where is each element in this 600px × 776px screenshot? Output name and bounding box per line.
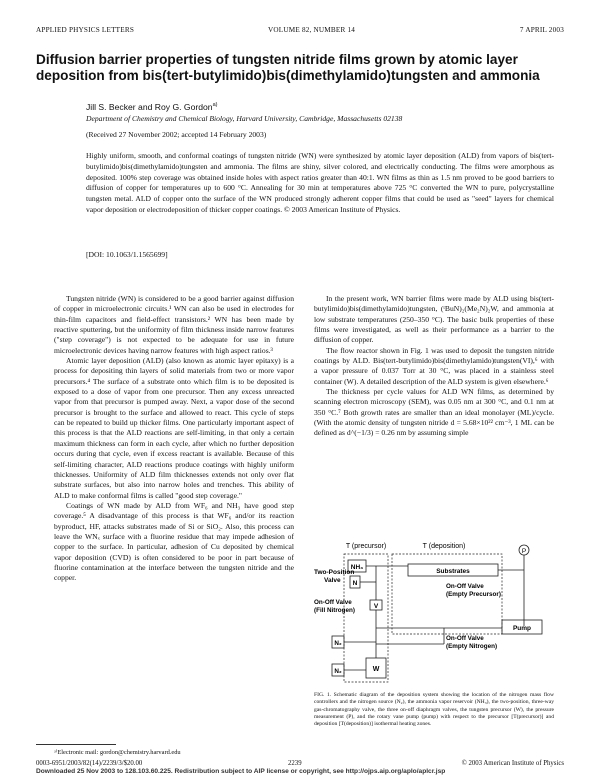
received-dates: (Received 27 November 2002; accepted 14 February 2003) bbox=[86, 130, 267, 139]
doi-link[interactable]: [DOI: 10.1063/1.1565699] bbox=[86, 250, 168, 259]
issue-date: 7 APRIL 2003 bbox=[519, 26, 564, 34]
article-code: 0003-6951/2003/82(14)/2239/3/$20.00 bbox=[36, 760, 143, 767]
onoff-valve-empty-precursor-label: On-Off Valve bbox=[446, 583, 484, 590]
paragraph: Tungsten nitride (WN) is considered to be a good barrier against diffusion of copper in microelectronic circuits.¹ WN can also be used in electrodes for thin-film capacitors and field-effect transistors.² WN has been made by reactive sputtering, but the uniformity of film thickness inside narrow features ("step coverage") is not expected to be adequate for use in future microelectronic devices having narrow features with high aspect ratios.³ bbox=[54, 294, 294, 355]
nh3-label: NH₃ bbox=[350, 564, 364, 571]
page-number: 2239 bbox=[288, 760, 302, 767]
affiliation: Department of Chemistry and Chemical Biology, Harvard University, Cambridge, Massachusetts 02138 bbox=[86, 114, 403, 123]
abstract: Highly uniform, smooth, and conformal coatings of tungsten nitride (WN) were synthesized by atomic layer deposition (ALD) from vapors of bis(tert-butylimido)bis(dimethylamido)tungsten and ammonia. The films are shiny, silver colored, and electrically conducting. The films were amorphous as deposited. 100% step coverage was obtained inside holes with aspect ratios greater than 40:1. WN films as thin as 1.5 nm proved to be good barriers to diffusion of copper for temperatures up to 600 °C. Annealing for 30 min at temperatures above 725 °C converted the WN to pure, polycrystalline tungsten metal. ALD of copper onto the surface of the WN produced strongly adherent copper films that could be used as "seed" layers for chemical vapor deposition or electrodeposition of thicker copper coatings. © 2003 American Institute of Physics. bbox=[86, 151, 554, 214]
journal-name: APPLIED PHYSICS LETTERS bbox=[36, 26, 135, 34]
author-footnote-mark: a) bbox=[212, 102, 218, 109]
figure-1-schematic bbox=[314, 540, 558, 688]
copyright: © 2003 American Institute of Physics bbox=[461, 760, 564, 767]
author-names: Jill S. Becker and Roy G. Gordon bbox=[86, 102, 213, 112]
figure-caption: FIG. 1. Schematic diagram of the deposition system showing the location of the nitrogen mass flow controllers and the nitrogen source (N₂), the ammonia vapor reservoir (NH₃), the two-position, three-way gas-chromatography valve, the three on-off diaphragm valves, the tungsten precursor (W), the pressure measurement (P), and the rotary vane pump (pump) with respect to the precursor [T(precursor)] and deposition [T(deposition)] isothermal heating zones. bbox=[314, 692, 554, 728]
footnote-rule bbox=[36, 744, 116, 745]
n2a-label: N₂ bbox=[334, 640, 342, 647]
paragraph: The flow reactor shown in Fig. 1 was used to deposit the tungsten nitride coatings by ALD. Bis(tert-butylimido)bis(dimethylamido)tungsten(VI),⁶ with a vapor pressure of 0.037 Torr at 30 °C, was placed in a stainless steel container (W). A detailed description of the ALD system is given elsewhere.⁶ bbox=[314, 345, 554, 386]
left-column bbox=[54, 294, 294, 584]
paragraph: Atomic layer deposition (ALD) (also known as atomic layer epitaxy) is a process for depositing thin layers of solid materials from two or more vapor precursors.⁴ The surface of a substrate onto which film is to be deposited is exposed to a dose of vapor from one precursor. Then any excess unreacted vapor from that precursor is pumped away. Next, a vapor dose of the second precursor is brought to the surface and allowed to react. This cycle of steps can be repeated to build up thicker films. One particularly important aspect of this process is that the ALD reactions are self-limiting, in that only a certain maximum thickness can form in each cycle, after which no further deposition occurs during that cycle, even if excess reactant is available. Because of this self-limiting character, ALD reactions produce coatings with highly uniform thicknesses. Uniformity of ALD film thicknesses extends not only over flat substrate surfaces, but also into narrow holes and trenches. This ability of ALD to make conformal films is called "good step coverage." bbox=[54, 356, 294, 500]
paragraph: In the present work, WN barrier films were made by ALD using bis(tert-butylimido)bis(dimethylamido)tungsten, (ᵗBuN)₂(Me₂N)₂W, and ammonia at low substrate temperatures (250–350 °C). The basic bulk properties of these films were investigated, as well as their performance as a barrier to the diffusion of copper. bbox=[314, 294, 554, 345]
n2b-label: N₂ bbox=[334, 668, 342, 675]
v-label: V bbox=[373, 603, 379, 610]
valve-label: Valve bbox=[324, 577, 341, 584]
empty-nitrogen-label: (Empty Nitrogen) bbox=[446, 643, 498, 650]
download-notice: Downloaded 25 Nov 2003 to 128.103.60.225. Redistribution subject to AIP license or copyright, see http://ojps.aip.org/aplo/aplcr.jsp bbox=[36, 768, 446, 775]
paragraph: The thickness per cycle values for ALD WN films, as determined by scanning electron microscopy (SEM), was 0.05 nm at 300 °C, and 0.1 nm at 350 °C.⁷ Both growth rates are smaller than an ideal monolayer (ML)/cycle. (With the atomic density of tungsten nitride d = 5.68×10²² cm⁻³, 1 ML can be defined as d^(−1/3) = 0.26 nm by assuming simple bbox=[314, 387, 554, 438]
two-position-label: Two-Position bbox=[314, 569, 355, 576]
paper-title: Diffusion barrier properties of tungsten nitride films grown by atomic layer deposition from bis(tert-butylimido)bis(dimethylamido)tungsten and ammonia bbox=[36, 52, 540, 83]
paragraph: Coatings of WN made by ALD from WF₆ and NH₃ have good step coverage.⁵ A disadvantage of this process is that WF₆ and/or its reaction byproduct, HF, attacks substrates made of Si or SiO₂. Also, this process can leave the WNₓ surface with a fluorine residue that may impede adhesion of copper to the surface. In particular, adhesion of Cu deposited by chemical vapor deposition (CVD) is often considered to be poor in part because of fluorine contamination at the interface between the tungsten nitride and the copper. bbox=[54, 500, 294, 583]
t-deposition-label: T (deposition) bbox=[422, 543, 466, 550]
fill-nitrogen-label: (Fill Nitrogen) bbox=[314, 607, 355, 614]
authors bbox=[86, 102, 217, 112]
w-label: W bbox=[372, 666, 380, 673]
volume-number: VOLUME 82, NUMBER 14 bbox=[268, 26, 356, 34]
empty-precursor-label: (Empty Precursor) bbox=[446, 591, 501, 598]
right-column bbox=[314, 294, 554, 439]
footnote: ᵃ⁾Electronic mail: gordon@chemistry.harvard.edu bbox=[54, 749, 181, 756]
onoff-valve-fill-label: On-Off Valve bbox=[314, 599, 352, 606]
onoff-valve-empty-nitrogen-label: On-Off Valve bbox=[446, 635, 484, 642]
t-precursor-label: T (precursor) bbox=[345, 543, 387, 550]
pump-label: Pump bbox=[512, 625, 532, 632]
pressure-label: P bbox=[521, 548, 527, 555]
n-label: N bbox=[352, 580, 358, 587]
substrates-label: Substrates bbox=[436, 568, 470, 575]
